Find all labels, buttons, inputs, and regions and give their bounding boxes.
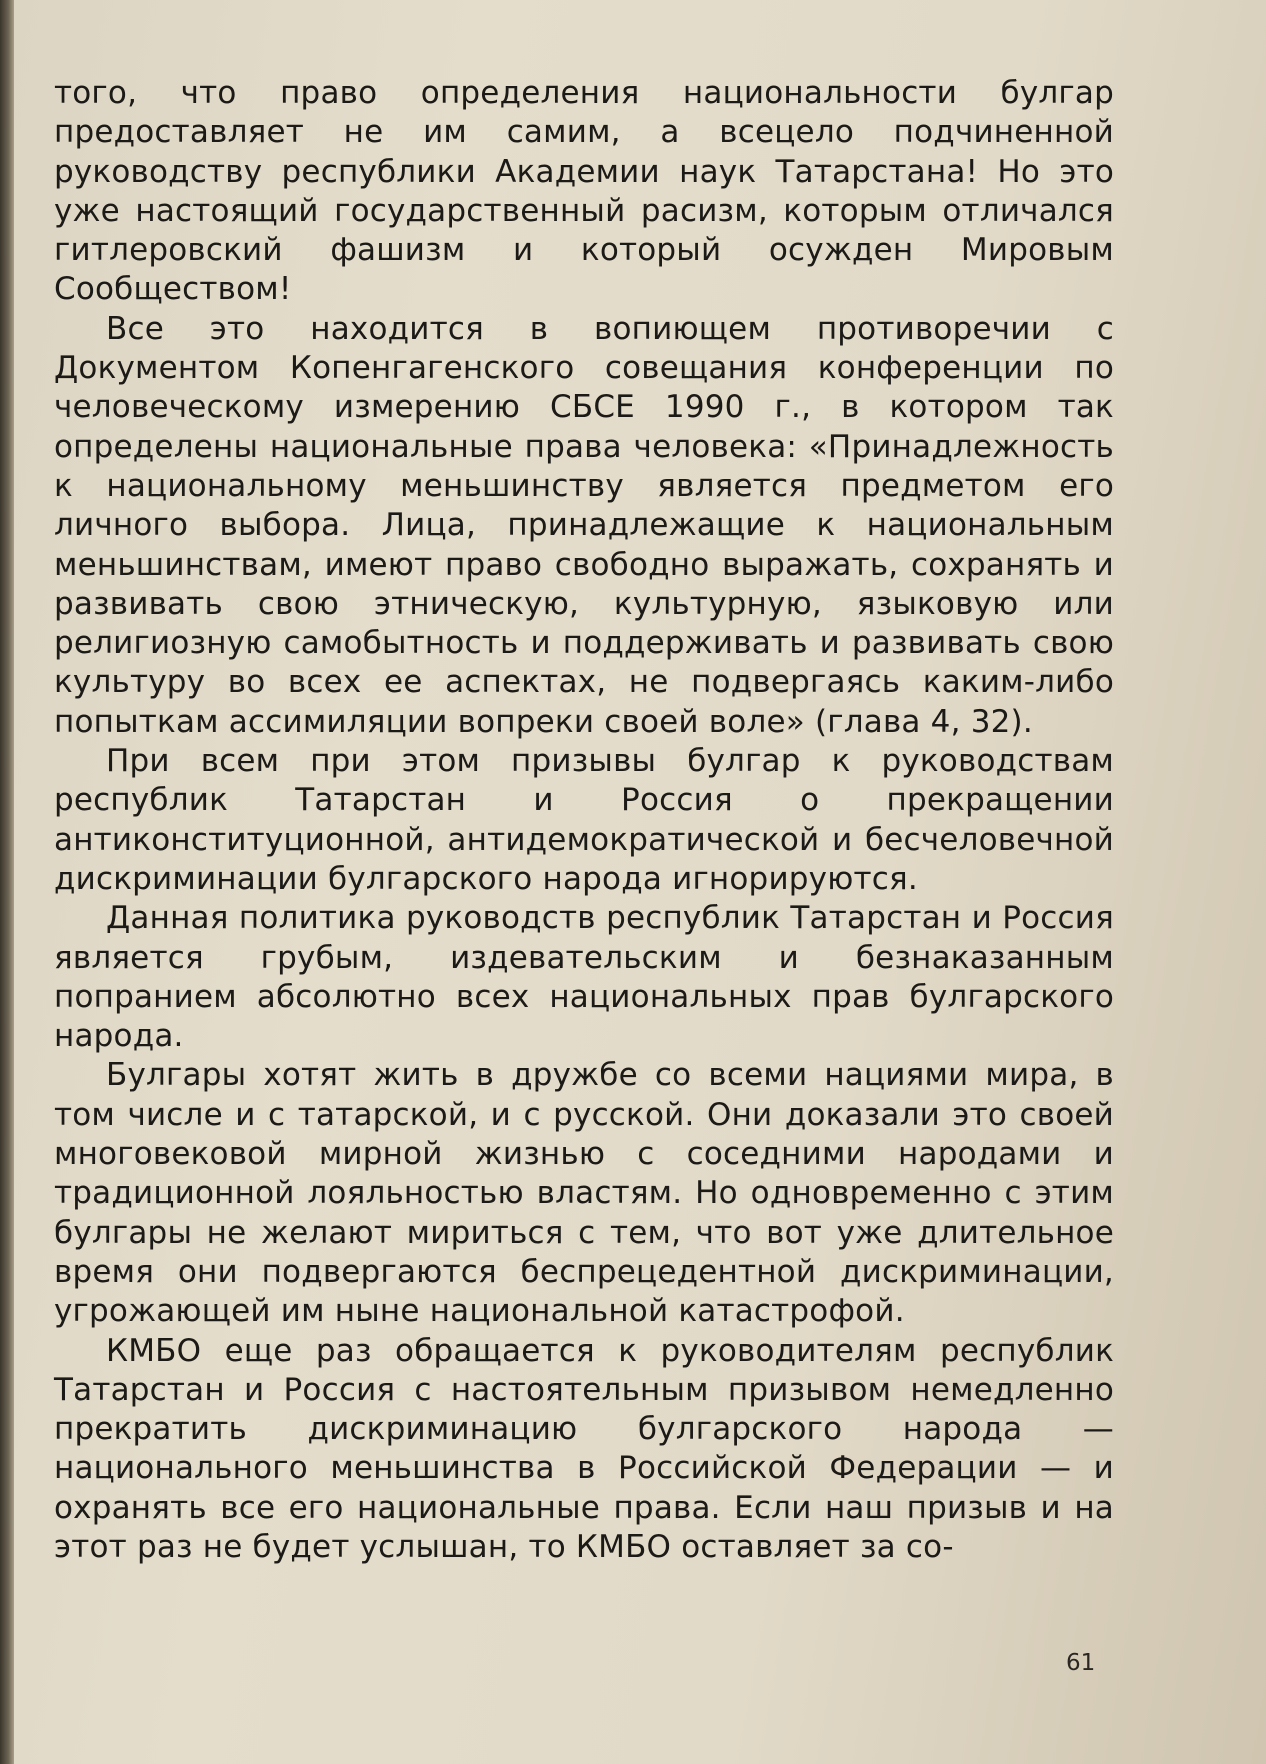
paragraph-4: Данная политика руководств республик Татарстан и Россия является грубым, издевательским и безнаказанным попранием абсолютно всех национальных прав булгарского народа. xyxy=(54,900,1114,1055)
book-spine-shadow xyxy=(0,0,14,1764)
book-page xyxy=(14,0,1266,1764)
page-number: 61 xyxy=(1066,1650,1096,1676)
paragraph-3: При всем при этом призывы булгар к руководствам республик Татарстан и Россия о прекращении антиконституционной, антидемократической и бесчеловечной дискриминации булгарского народа игнорируются. xyxy=(54,743,1114,897)
paragraph-1: того, что право определения национальности булгар предоставляет не им самим, а всецело подчиненной руководству республики Академии наук Татарстана! Но это уже настоящий государственный расизм, которым отличался гитлеровский фашизм и который осужден Мировым Сообществом! xyxy=(54,75,1114,308)
paragraph-6: КМБО еще раз обращается к руководителям республик Татарстан и Россия с настоятельным призывом немедленно прекратить дискриминацию булгарского народа — национального меньшинства в Российской Федерации — и охранять все его национальные права. Если наш призыв и на этот раз не будет услышан, то КМБО оставляет за со- xyxy=(54,1332,1114,1565)
paragraph-2: Все это находится в вопиющем противоречии с Документом Копенгагенского совещания конференции по человеческому измерению СБСЕ 1990 г., в котором так определены национальные права человека: «Принадлежность к национальному меньшинству является предметом его личного выбора. Лица, принадлежащие к национальным меньшинствам, имеют право свободно выражать, сохранять и развивать свою этническую, культурную, языковую или религиозную самобытность и поддерживать и развивать свою культуру во всех ее аспектах, не подвергаясь каким-либо попыткам ассимиляции вопреки своей воле» (глава 4, 32). xyxy=(54,310,1114,740)
paragraph-5: Булгары хотят жить в дружбе со всеми нациями мира, в том числе и с татарской, и с русской. Они доказали это своей многовековой мирной жизнью с соседними народами и традиционной лояльностью властям. Но одновременно с этим булгары не желают мириться с тем, что вот уже длительное время они подвергаются беспрецедентной дискриминации, угрожающей им ныне национальной катастрофой. xyxy=(54,1057,1114,1330)
page-text xyxy=(54,74,1114,1567)
